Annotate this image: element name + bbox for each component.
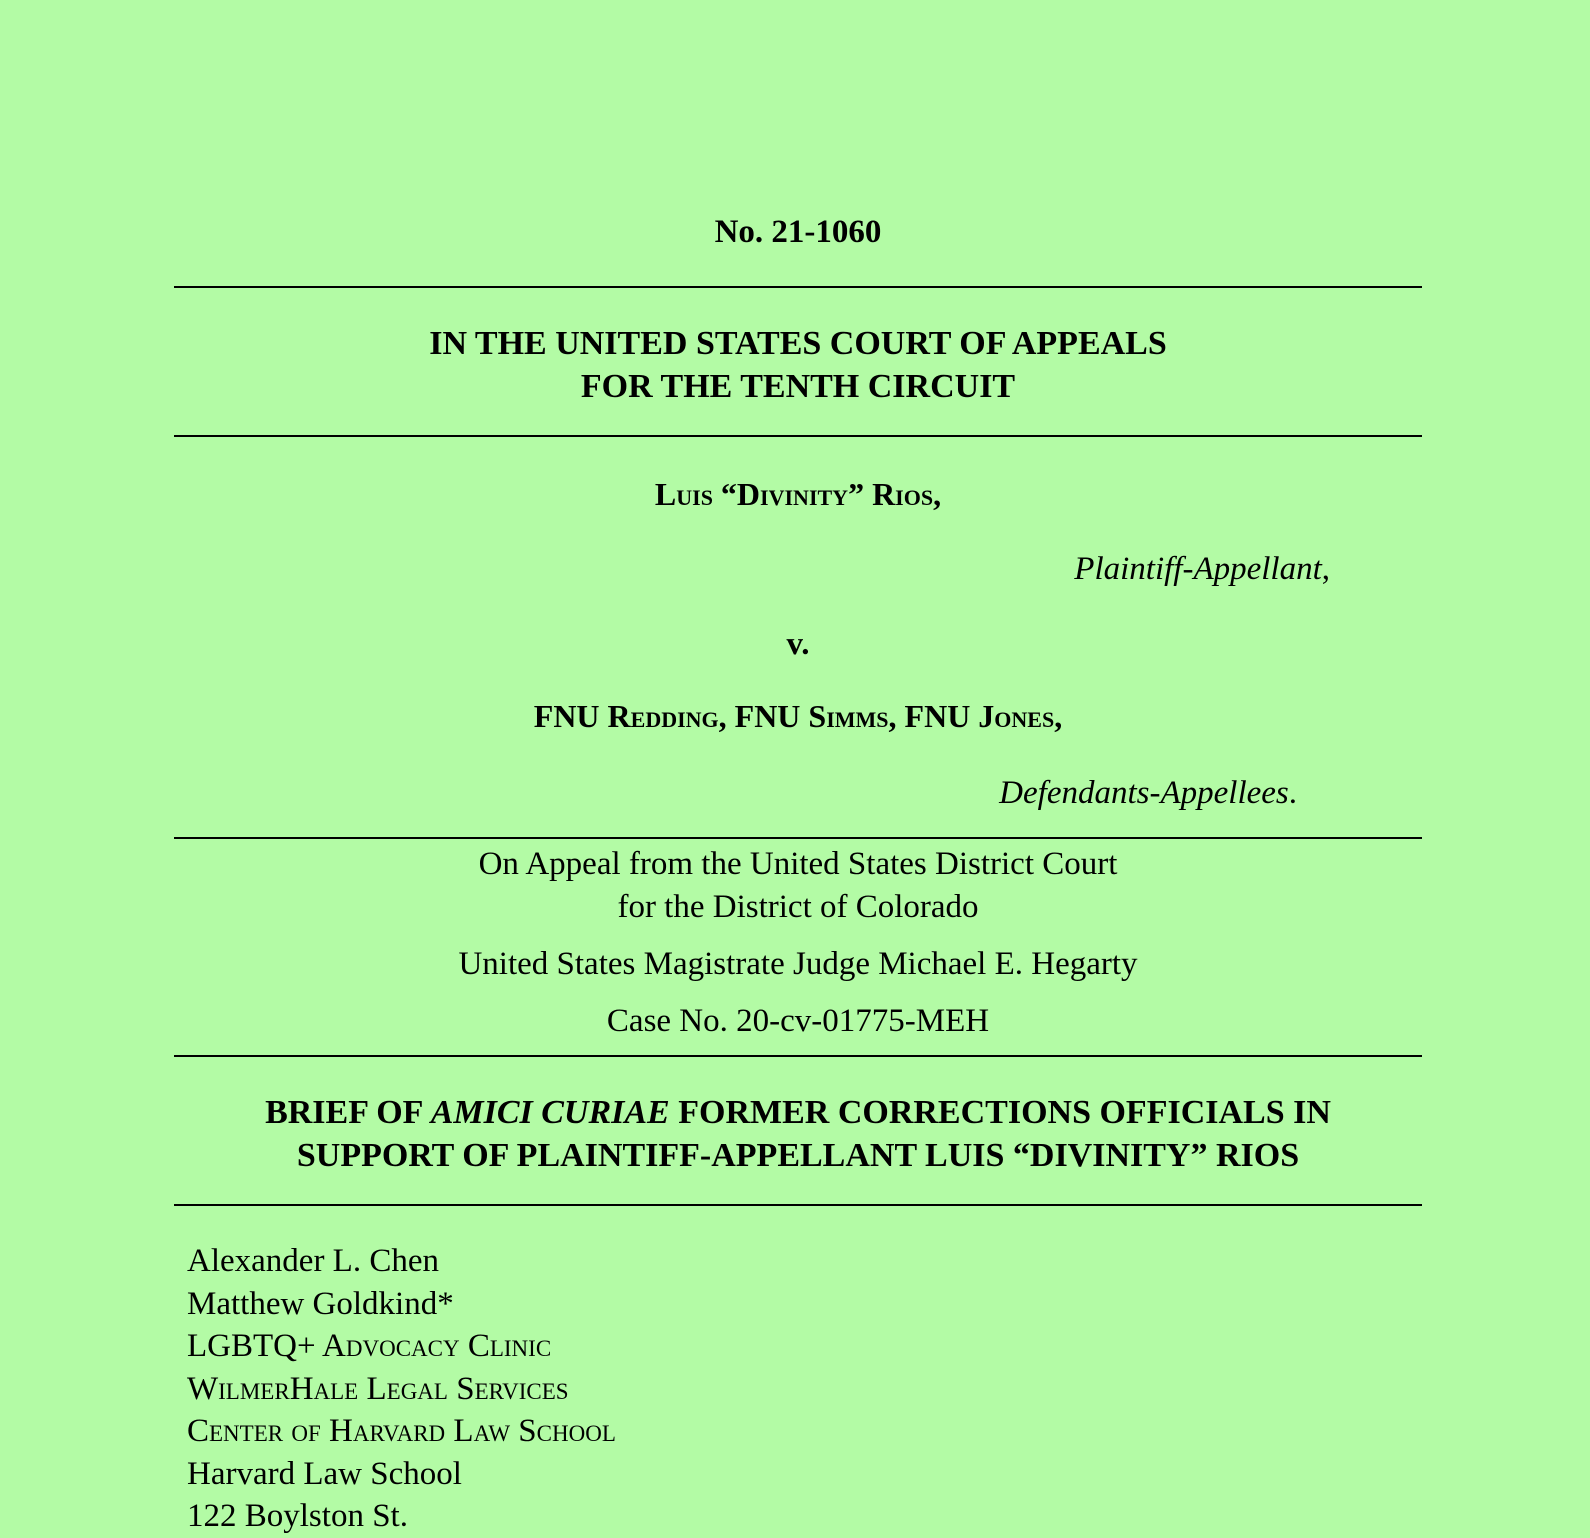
counsel-line: LGBTQ+ Advocacy Clinic xyxy=(187,1328,552,1364)
lower-court xyxy=(174,843,1422,929)
brief-title-italic: AMICI CURIAE xyxy=(430,1094,670,1131)
counsel-line: Harvard Law School xyxy=(187,1455,462,1492)
counsel-line: Alexander L. Chen xyxy=(187,1243,439,1279)
divider-rule xyxy=(174,837,1422,839)
divider-rule xyxy=(174,1055,1422,1057)
court-line-1: IN THE UNITED STATES COURT OF APPEALS xyxy=(429,325,1167,362)
counsel-line: 122 Boylston St. xyxy=(187,1498,408,1534)
brief-title-line-2: SUPPORT OF PLAINTIFF-APPELLANT LUIS “DIVINITY” RIOS xyxy=(296,1137,1300,1174)
brief-title-line-1 xyxy=(174,1091,1422,1134)
court-heading xyxy=(174,322,1422,408)
counsel-line: Matthew Goldkind* xyxy=(187,1285,454,1322)
divider-rule xyxy=(174,1204,1422,1206)
defendant-names: FNU Redding, FNU Simms, FNU Jones, xyxy=(533,698,1063,734)
court-line-2: FOR THE TENTH CIRCUIT xyxy=(580,368,1016,405)
lower-court-line-2: for the District of Colorado xyxy=(617,889,979,925)
divider-rule xyxy=(174,286,1422,288)
divider-rule xyxy=(174,435,1422,437)
plaintiff-role-text: Plaintiff-Appellant xyxy=(1074,551,1322,587)
brief-title xyxy=(174,1091,1422,1177)
plaintiff-name: Luis “Divinity” Rios, xyxy=(654,476,942,512)
defendant-role-punct: . xyxy=(1288,775,1297,811)
counsel-block xyxy=(187,1240,616,1538)
brief-title-rest: FORMER CORRECTIONS OFFICIALS IN xyxy=(669,1094,1331,1131)
brief-title-prefix: BRIEF OF xyxy=(265,1094,431,1131)
counsel-line: WilmerHale Legal Services xyxy=(187,1370,569,1407)
versus: v. xyxy=(786,626,810,662)
counsel-line: Center of Harvard Law School xyxy=(187,1413,616,1449)
case-number: Case No. 20-cv-01775-MEH xyxy=(606,1003,990,1039)
plaintiff-role-punct: , xyxy=(1321,551,1330,587)
defendant-role-text: Defendants-Appellees xyxy=(999,775,1289,811)
docket-number: No. 21-1060 xyxy=(714,214,882,250)
judge-name: United States Magistrate Judge Michael E. Hegarty xyxy=(458,946,1138,982)
lower-court-line-1: On Appeal from the United States District Court xyxy=(478,846,1118,882)
defendant-role xyxy=(999,773,1297,813)
plaintiff-role xyxy=(1074,549,1330,589)
